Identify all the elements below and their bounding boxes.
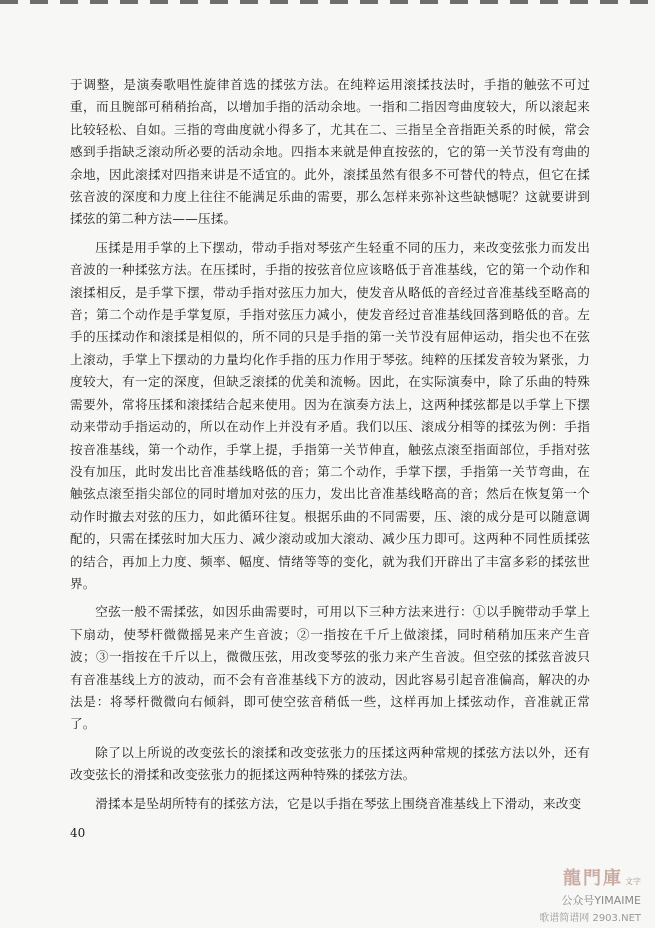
paragraph-3: 空弦一般不需揉弦，如因乐曲需要时，可用以下三种方法来进行：①以手腕带动手掌上下扇动，使琴杆微微摇晃来产生音波；②一指按在千斤上做滚揉，同时稍稍加压来产生音波；③一指按在千斤以上，微微压弦，用改变琴弦的张力来产生音波。但空弦的揉弦音波只有音准基线上方的波动，而不会有音准基线下方的波动，因此容易引起音准偏高，解决的办法是：将琴杆微微向右倾斜，即可使空弦音稍低一些，这样再加上揉弦动作，音准就正常了。 <box>70 604 590 732</box>
watermark <box>501 864 641 924</box>
page-number: 40 <box>70 826 86 840</box>
paragraph-1: 于调整，是演奏歌唱性旋律首选的揉弦方法。在纯粹运用滚揉技法时，手指的触弦不可过重，而且腕部可稍稍抬高，以增加手指的活动余地。一指和二指因弯曲度较大，所以滚起来比较轻松、自如。三指的弯曲度就小得多了，尤其在二、三指呈全音指距关系的时候，常会感到手指缺乏滚动所必要的活动余地。四指本来就是伸直按弦的，它的第一关节没有弯曲的余地，因此滚揉对四指来讲是不适宜的。此外，滚揉虽然有很多不可替代的特点，但它在揉弦音波的深度和力度上往往不能满足乐曲的需要，那么怎样来弥补这些缺憾呢？这就要讲到揉弦的第二种方法——压揉。 <box>70 77 590 227</box>
page-body <box>70 74 590 821</box>
watermark-account: 公众号YIMAIME <box>561 894 641 907</box>
paragraph-2: 压揉是用手掌的上下摆动，带动手指对琴弦产生轻重不同的压力，来改变弦张力而发出音波的一种揉弦方法。在压揉时，手指的按弦音位应该略低于音准基线，它的第一个动作和滚揉相反，是手掌下摆，带动手指对弦压力加大，使发音从略低的音经过音准基线至略高的音；第二个动作是手掌复原，手指对弦压力减小，使发音经过音准基线回落到略低的音。左手的压揉动作和滚揉是相似的，所不同的只是手指的第一关节没有屈伸运动，指尖也不在弦上滚动，手掌上下摆动的力量均化作手指的压力作用于琴弦。纯粹的压揉发音较为紧张，力度较大，有一定的深度，但缺乏滚揉的优美和流畅。因此，在实际演奏中，除了乐曲的特殊需要外，常将压揉和滚揉结合起来使用。因为在演奏方法上，这两种揉弦都是以手掌上下摆动来带动手指运动的，所以在动作上并没有矛盾。我们以压、滚成分相等的揉弦为例：手指按音准基线，第一个动作，手掌上提，手指第一关节伸直，触弦点滚至指面部位，手指对弦没有加压，此时发出比音准基线略低的音；第二个动作，手掌下摆，手指第一关节弯曲，在触弦点滚至指尖部位的同时增加对弦的压力，发出比音准基线略高的音；然后在恢复第一个动作时撤去对弦的压力，如此循环往复。根据乐曲的不同需要，压、滚的成分是可以随意调配的，只需在揉弦时加大压力、减少滚动或加大滚动、减少压力即可。这两种不同性质揉弦的结合，再加上力度、频率、幅度、情绪等等的变化，就为我们开辟出了丰富多彩的揉弦世界。 <box>70 239 590 591</box>
paragraph-5: 滑揉本是坠胡所特有的揉弦方法，它是以手指在琴弦上围绕音准基线上下滑动，来改变 <box>95 795 582 811</box>
watermark-site: 歌谱简谱网 2903.NET <box>539 913 641 924</box>
watermark-logo: 龍門庫 <box>563 868 623 889</box>
paragraph-4: 除了以上所说的改变弦长的滚揉和改变弦张力的压揉这两种常规的揉弦方法以外，还有改变弦长的滑揉和改变弦张力的扼揉这两种特殊的揉弦方法。 <box>70 744 590 783</box>
watermark-sub: 文字 <box>625 877 641 886</box>
top-border-mask <box>0 4 655 14</box>
